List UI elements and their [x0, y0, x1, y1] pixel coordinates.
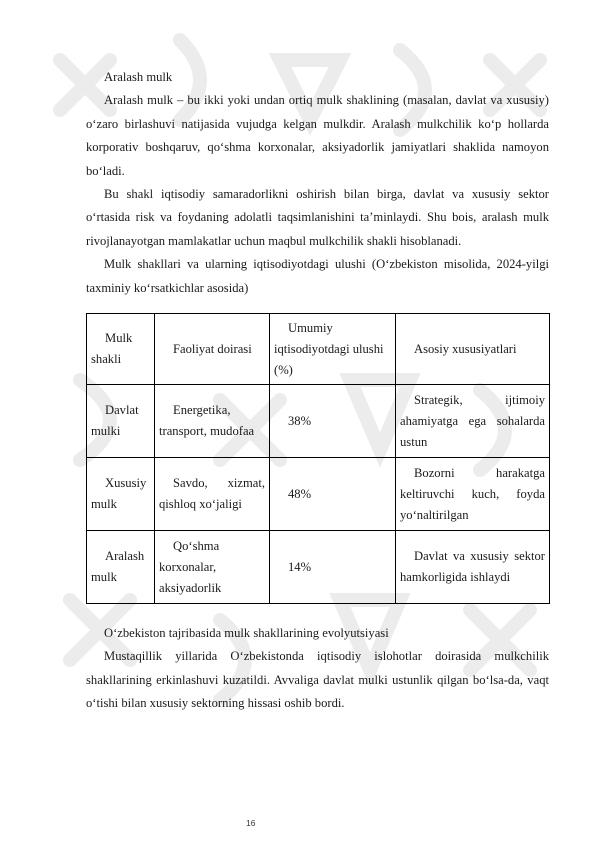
table-row — [87, 458, 550, 531]
paragraph: Bu shakl iqtisodiy samaradorlikni oshirish bilan birga, davlat va xususiy sektor o‘rtasida risk va foydaning adolatli taqsimlanishini ta’minlaydi. Shu bois, aralash mulk rivojlanayotgan mamlakatlar uchun maqbul mulkchilik shakli hisoblanadi. — [86, 187, 549, 248]
table-header-row — [87, 314, 550, 385]
table-cell: Xususiy mulk — [87, 458, 155, 531]
table-cell: 14% — [270, 531, 396, 604]
section-heading: O‘zbekiston tajribasida mulk shakllarining evolyutsiyasi — [104, 626, 389, 640]
table-cell: Aralash mulk — [87, 531, 155, 604]
table-caption: Mulk shakllari va ularning iqtisodiyotdagi ulushi (O‘zbekiston misolida, 2024-yilgi taxminiy ko‘rsatkichlar asosida) — [86, 257, 549, 295]
table-cell: 48% — [270, 458, 396, 531]
header-cell: Mulk shakli — [87, 314, 155, 385]
header-cell: Umumiy iqtisodiyotdagi ulushi (%) — [270, 314, 396, 385]
table-row — [87, 531, 550, 604]
section-heading: Aralash mulk — [104, 70, 173, 84]
header-cell: Asosiy xususiyatlari — [396, 314, 550, 385]
table-cell: Davlat mulki — [87, 385, 155, 458]
section-aralash-mulk — [86, 66, 549, 300]
paragraph: Mustaqillik yillarida O‘zbekistonda iqtisodiy islohotlar doirasida mulkchilik shakllarining erkinlashuvi kuzatildi. Avvaliga davlat mulki ustunlik qilgan bo‘lsa-da, vaqt o‘tishi bilan xususiy sektorning hissasi oshib bordi. — [86, 649, 549, 711]
table-cell: Energetika, transport, mudofaa — [155, 385, 270, 458]
table-cell: Strategik, ijtimoiy ahamiyatga ega sohalarda ustun — [396, 385, 550, 458]
header-cell: Faoliyat doirasi — [155, 314, 270, 385]
table-row — [87, 385, 550, 458]
table-cell: Savdo, xizmat, qishloq xo‘jaligi — [155, 458, 270, 531]
paragraph: Aralash mulk – bu ikki yoki undan ortiq mulk shaklining (masalan, davlat va xususiy) o‘zaro birlashuvi natijasida vujudga kelgan mulkdir. Aralash mulkchilik ko‘p hollarda korporativ boshqaruv, qo‘shma korxonalar, aksiyadorlik jamiyatlari shaklida namoyon bo‘ladi. — [86, 93, 549, 178]
table-cell: Qo‘shma korxonalar, aksiyadorlik — [155, 531, 270, 604]
page-number: 16 — [246, 818, 256, 828]
table-cell: 38% — [270, 385, 396, 458]
ownership-forms-table — [86, 313, 550, 604]
table-cell: Davlat va xususiy sektor hamkorligida ishlaydi — [396, 531, 550, 604]
section-evolyutsiya — [86, 622, 549, 716]
table-cell: Bozorni harakatga keltiruvchi kuch, foyda yo‘naltirilgan — [396, 458, 550, 531]
